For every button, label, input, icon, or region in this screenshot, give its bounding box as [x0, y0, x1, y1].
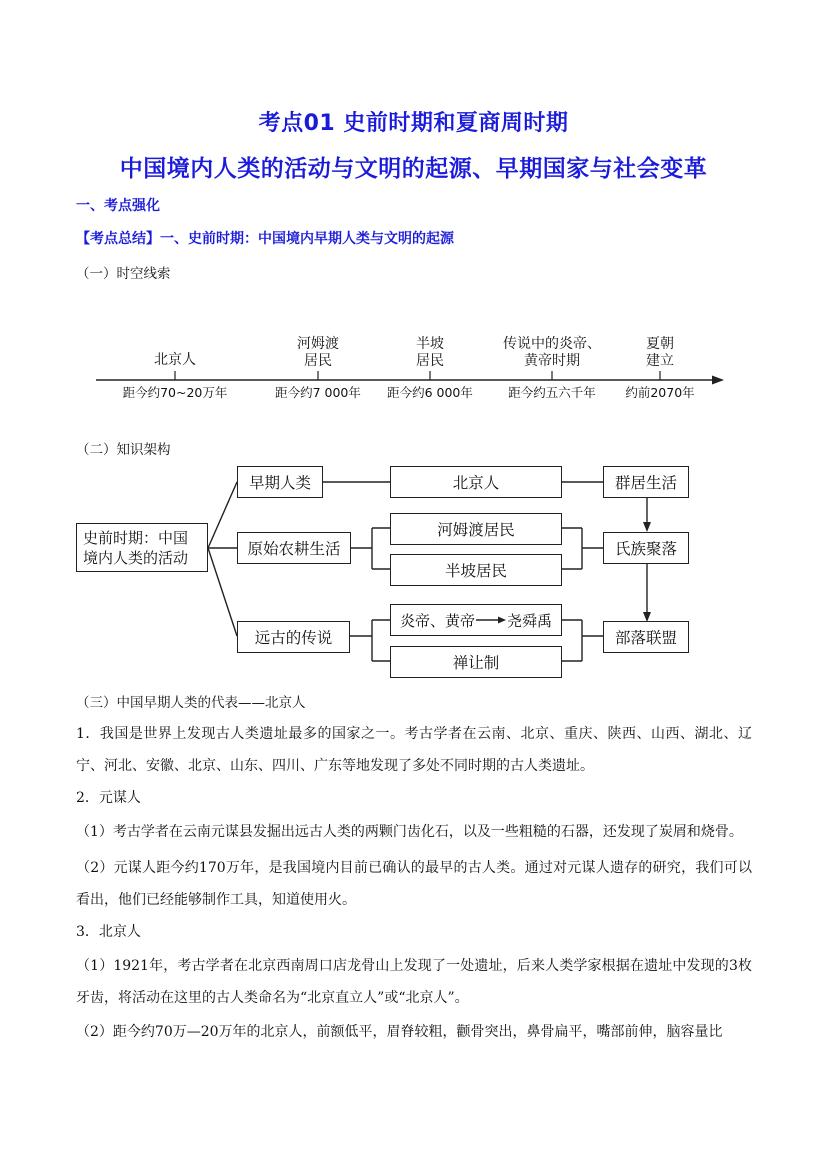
paragraph-1: 1．我国是世界上发现古人类遗址最多的国家之一。考古学者在云南、北京、重庆、陕西、山西、湖北、辽宁、河北、安徽、北京、山东、四川、广东等地发现了多处不同时期的古人类遗址。 [76, 726, 752, 774]
summary-heading: 【考点总结】一、史前时期：中国境内早期人类与文明的起源 [76, 231, 454, 247]
timeline-event-label: 夏朝 建立 [646, 336, 674, 369]
timeline-event-date: 距今约70~20万年 [122, 385, 228, 400]
diagram-hemudu-box: 河姆渡居民 [390, 513, 562, 545]
diagram-group-living-box: 群居生活 [603, 466, 689, 498]
timeline-event-date: 约前2070年 [625, 385, 695, 400]
diagram-yandi-text: 炎帝、黄帝 [399, 611, 475, 630]
diagram-farming-box: 原始农耕生活 [237, 532, 351, 564]
diagram-tribe-box: 部落联盟 [603, 621, 689, 653]
doc-title-line2: 中国境内人类的活动与文明的起源、早期国家与社会变革 [119, 156, 708, 182]
heading-peking: 3．北京人 [76, 924, 141, 940]
diagram-legends-box: 远古的传说 [237, 621, 350, 653]
paragraph-yuanmou-2: （2）元谋人距今约170万年，是我国境内目前已确认的最早的古人类。通过对元谋人遗存的研究，我们可以看出，他们已经能够制作工具，知道使用火。 [76, 860, 752, 908]
timeline-event-date: 距今约五六千年 [508, 385, 596, 400]
diagram-clan-box: 氏族聚落 [603, 532, 689, 564]
heading-yuanmou: 2．元谋人 [76, 790, 141, 806]
timeline-event-label: 传说中的炎帝、 黄帝时期 [503, 336, 601, 369]
timeline-event-label: 河姆渡 居民 [297, 336, 339, 369]
subheading-structure: （二）知识架构 [76, 442, 171, 458]
timeline-event-date: 距今约6 000年 [387, 385, 473, 400]
section-heading: 一、考点强化 [76, 198, 160, 214]
diagram-yaoshunyu-text: 尧舜禹 [507, 611, 553, 630]
timeline-event-date: 距今约7 000年 [275, 385, 361, 400]
paragraph-peking-1: （1）1921年，考古学者在北京西南周口店龙骨山上发现了一处遗址，后来人类学家根据在遗址中发现的3枚牙齿，将活动在这里的古人类命名为“北京直立人”或“北京人”。 [76, 958, 752, 1006]
subheading-peking-man: （三）中国早期人类的代表——北京人 [76, 695, 306, 711]
timeline-event-label: 半坡 居民 [416, 336, 444, 369]
doc-title-line1: 考点01 史前时期和夏商周时期 [258, 111, 569, 136]
diagram-abdication-box: 禅让制 [390, 646, 562, 678]
arrow-right-icon [476, 615, 506, 625]
diagram-peking-box: 北京人 [390, 466, 562, 498]
paragraph-yuanmou-1: （1）考古学者在云南元谋县发掘出远古人类的两颗门齿化石，以及一些粗糙的石器，还发现了炭屑和烧骨。 [76, 824, 743, 840]
diagram-banpo-box: 半坡居民 [390, 554, 562, 586]
paragraph-peking-2: （2）距今约70万—20万年的北京人，前额低平，眉脊较粗，颧骨突出，鼻骨扁平，嘴部前伸，脑容量比 [76, 1024, 723, 1040]
diagram-early-humans-box: 早期人类 [237, 466, 323, 498]
diagram-root-box: 史前时期：中国 境内人类的活动 [76, 523, 208, 572]
subheading-timeline: （一）时空线索 [76, 266, 171, 282]
timeline-event-label: 北京人 [154, 352, 196, 368]
diagram-legend-figures-box [390, 604, 562, 636]
